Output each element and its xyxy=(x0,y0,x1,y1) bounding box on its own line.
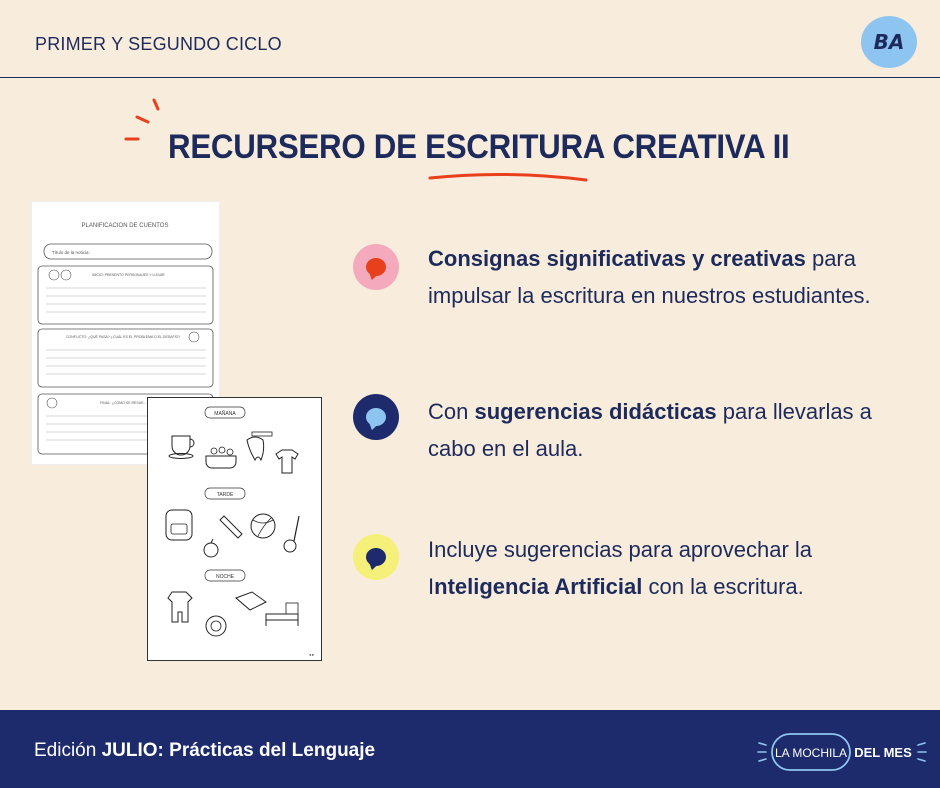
cycle-label: PRIMER Y SEGUNDO CICLO xyxy=(35,34,282,54)
speech-bubble-icon xyxy=(366,258,386,276)
bullet-2 xyxy=(353,394,399,440)
feature-3-pre: Incluye sugerencias para aprovechar la I xyxy=(428,537,813,599)
bullet-1 xyxy=(353,244,399,290)
brand-text: LA MOCHILA xyxy=(774,746,848,760)
feature-3-bold: nteligencia Artificial xyxy=(434,574,643,599)
speech-bubble-icon xyxy=(366,548,386,566)
header xyxy=(0,0,940,78)
feature-1-bold: Consignas significativas y creativas xyxy=(428,246,806,271)
title-underline xyxy=(428,166,588,186)
worksheet-text: PLANIFICACION DE CUENTOS xyxy=(81,223,169,229)
feature-item-3 xyxy=(428,531,898,605)
daily-activities-worksheet-preview xyxy=(147,397,322,661)
bullet-3 xyxy=(353,534,399,580)
feature-item-2 xyxy=(428,393,898,467)
worksheet-time-label: TARDE xyxy=(216,492,234,498)
feature-item-1 xyxy=(428,240,898,314)
worksheet-text: Título de la noticia: xyxy=(52,250,90,255)
worksheet-time-label: NOCHE xyxy=(215,574,235,580)
feature-2-rest: para llevarlas a cabo en el aula. xyxy=(428,399,872,461)
worksheet-text: FINAL: ¿CÓMO SE RESUE... xyxy=(100,401,147,405)
feature-2-bold: sugerencias didácticas xyxy=(474,399,717,424)
feature-1-rest: para impulsar la escritura en nuestros estudiantes. xyxy=(428,246,871,308)
feature-3-rest: con la escritura. xyxy=(642,574,804,599)
worksheet-text: INICIO: PRESENTO PERSONAJES Y LUGAR xyxy=(92,273,165,277)
speech-bubble-icon xyxy=(366,408,386,426)
ba-logo[interactable]: BA xyxy=(861,16,917,68)
edition-label xyxy=(34,740,375,762)
svg-text:●●: ●● xyxy=(309,652,314,657)
edition-prefix: Edición xyxy=(34,740,102,761)
feature-2-pre: Con xyxy=(428,399,475,424)
la-mochila-del-mes-logo[interactable] xyxy=(757,727,927,777)
page-title: RECURSERO DE ESCRITURA CREATIVA II xyxy=(168,128,790,166)
footer xyxy=(0,710,940,788)
worksheet-drawings xyxy=(148,398,321,660)
brand-text: DEL MES xyxy=(854,745,912,760)
worksheet-text: CONFLICTO: ¿QUÉ PASA? ¿CUÁL ES EL PROBLEMA O EL DESAFÍO? xyxy=(66,335,181,339)
edition-bold: JULIO: Prácticas del Lenguaje xyxy=(101,740,376,761)
sparkle-deco-icon xyxy=(120,95,160,145)
worksheet-time-label: MAÑANA xyxy=(214,411,236,417)
